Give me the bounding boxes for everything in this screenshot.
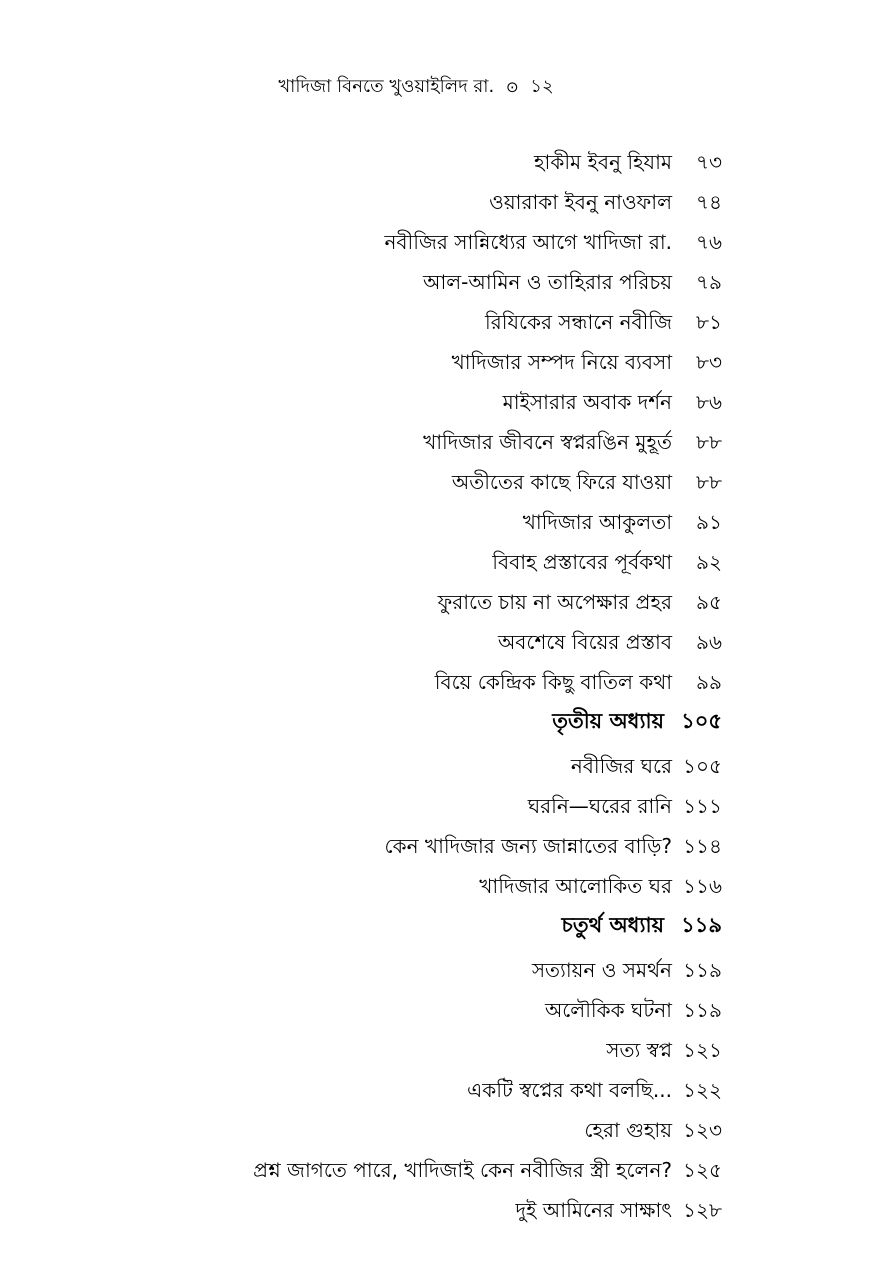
toc-entry — [0, 1155, 870, 1185]
page-number: ১২১ — [683, 1038, 722, 1062]
entry-title: প্রশ্ন জাগতে পারে, খাদিজাই কেন নবীজির স্ত্রী হলেন? — [253, 1158, 672, 1182]
entry-title: রিযিকের সন্ধানে নবীজি — [485, 310, 672, 334]
entry-title: অতীতের কাছে ফিরে যাওয়া — [451, 470, 672, 494]
toc-entry — [0, 187, 870, 217]
entry-title: আল-আমিন ও তাহিরার পরিচয় — [422, 270, 672, 294]
toc-entry — [0, 1195, 870, 1225]
toc-entry — [0, 587, 870, 617]
toc-entry — [0, 427, 870, 457]
header-separator-icon: ⊙ — [505, 78, 519, 96]
toc-entry — [0, 751, 870, 781]
entry-title: হাকীম ইবনু হিযাম — [534, 150, 672, 174]
entry-title: একটি স্বপ্নের কথা বলছি... — [467, 1078, 672, 1102]
toc-entry — [0, 387, 870, 417]
page-number: ৭৯ — [696, 270, 722, 294]
entry-title: নবীজির ঘরে — [570, 754, 672, 778]
toc-entry — [0, 547, 870, 577]
chapter-heading-row — [0, 910, 870, 940]
page-number: ১২৮ — [683, 1198, 722, 1222]
entry-title: মাইসারার অবাক দর্শন — [502, 390, 672, 414]
running-title: খাদিজা বিনতে খুওয়াইলিদ রা. — [278, 76, 495, 97]
page-number: ৮৮ — [696, 470, 722, 494]
page-number: ৭৪ — [696, 190, 722, 214]
toc-entry — [0, 791, 870, 821]
entry-title: অলৌকিক ঘটনা — [544, 998, 672, 1022]
toc-entry — [0, 871, 870, 901]
entry-title: কেন খাদিজার জন্য জান্নাতের বাড়ি? — [384, 834, 672, 858]
toc-entry — [0, 507, 870, 537]
entry-title: সত্য স্বপ্ন — [606, 1038, 672, 1062]
page-number: ১১৪ — [683, 834, 722, 858]
toc-entry — [0, 347, 870, 377]
toc-entry — [0, 627, 870, 657]
entry-title: খাদিজার আকুলতা — [522, 510, 672, 534]
toc-entry — [0, 995, 870, 1025]
page-number: ৯৫ — [696, 590, 722, 614]
page-number: ৯২ — [696, 550, 722, 574]
page-number: ১১৯ — [681, 913, 722, 937]
page-number: ১২৩ — [683, 1118, 722, 1142]
page-number: ৮৩ — [696, 350, 722, 374]
entry-title: ওয়ারাকা ইবনু নাওফাল — [489, 190, 672, 214]
toc-entry — [0, 1115, 870, 1145]
toc-entry — [0, 227, 870, 257]
entry-title: দুই আমিনের সাক্ষাৎ — [515, 1198, 672, 1222]
toc-entry — [0, 831, 870, 861]
toc-entry — [0, 267, 870, 297]
entry-title: খাদিজার আলোকিত ঘর — [479, 874, 672, 898]
page-number: ১১৬ — [683, 874, 722, 898]
page-number: ৯১ — [696, 510, 722, 534]
entry-title: ফুরাতে চায় না অপেক্ষার প্রহর — [437, 590, 672, 614]
page-number: ৮৬ — [696, 390, 722, 414]
chapter-title: তৃতীয় অধ্যায় — [552, 709, 664, 733]
toc-entry — [0, 955, 870, 985]
page-number: ৭৩ — [695, 150, 722, 174]
entry-title: নবীজির সান্নিধ্যের আগে খাদিজা রা. — [384, 230, 672, 254]
page-number: ১০৫ — [683, 754, 722, 778]
page-number: ৮৮ — [696, 430, 722, 454]
entry-title: হেরা গুহায় — [584, 1118, 672, 1142]
entry-title: বিয়ে কেন্দ্রিক কিছু বাতিল কথা — [434, 670, 672, 694]
header-page-number: ১২ — [530, 76, 554, 97]
toc-entry — [0, 1035, 870, 1065]
page-number: ১২৫ — [683, 1158, 722, 1182]
entry-title: অবশেষে বিয়ের প্রস্তাব — [497, 630, 672, 654]
entry-title: খাদিজার জীবনে স্বপ্নরঙিন মুহূর্ত — [423, 430, 672, 454]
entry-title: খাদিজার সম্পদ নিয়ে ব্যবসা — [451, 350, 672, 374]
page-number: ১২২ — [683, 1078, 722, 1102]
page-number: ৮১ — [696, 310, 722, 334]
page-number: ৯৯ — [696, 670, 722, 694]
toc-entry — [0, 467, 870, 497]
entry-title: সত্যায়ন ও সমর্থন — [531, 958, 672, 982]
toc-entry — [0, 307, 870, 337]
chapter-title: চতুর্থ অধ্যায় — [561, 913, 664, 937]
page-number: ১১৯ — [683, 958, 722, 982]
chapter-heading-row — [0, 706, 870, 736]
page-number: ৭৬ — [695, 230, 722, 254]
page-number: ১১৯ — [683, 998, 722, 1022]
entry-title: ঘরনি—ঘরের রানি — [527, 794, 672, 818]
page-number: ১১১ — [683, 794, 722, 818]
page-number: ৯৬ — [696, 630, 722, 654]
toc-entry — [0, 1075, 870, 1105]
toc-entry — [0, 667, 870, 697]
toc-entry — [0, 147, 870, 177]
page-number: ১০৫ — [681, 709, 722, 733]
entry-title: বিবাহ প্রস্তাবের পূর্বকথা — [492, 550, 672, 574]
